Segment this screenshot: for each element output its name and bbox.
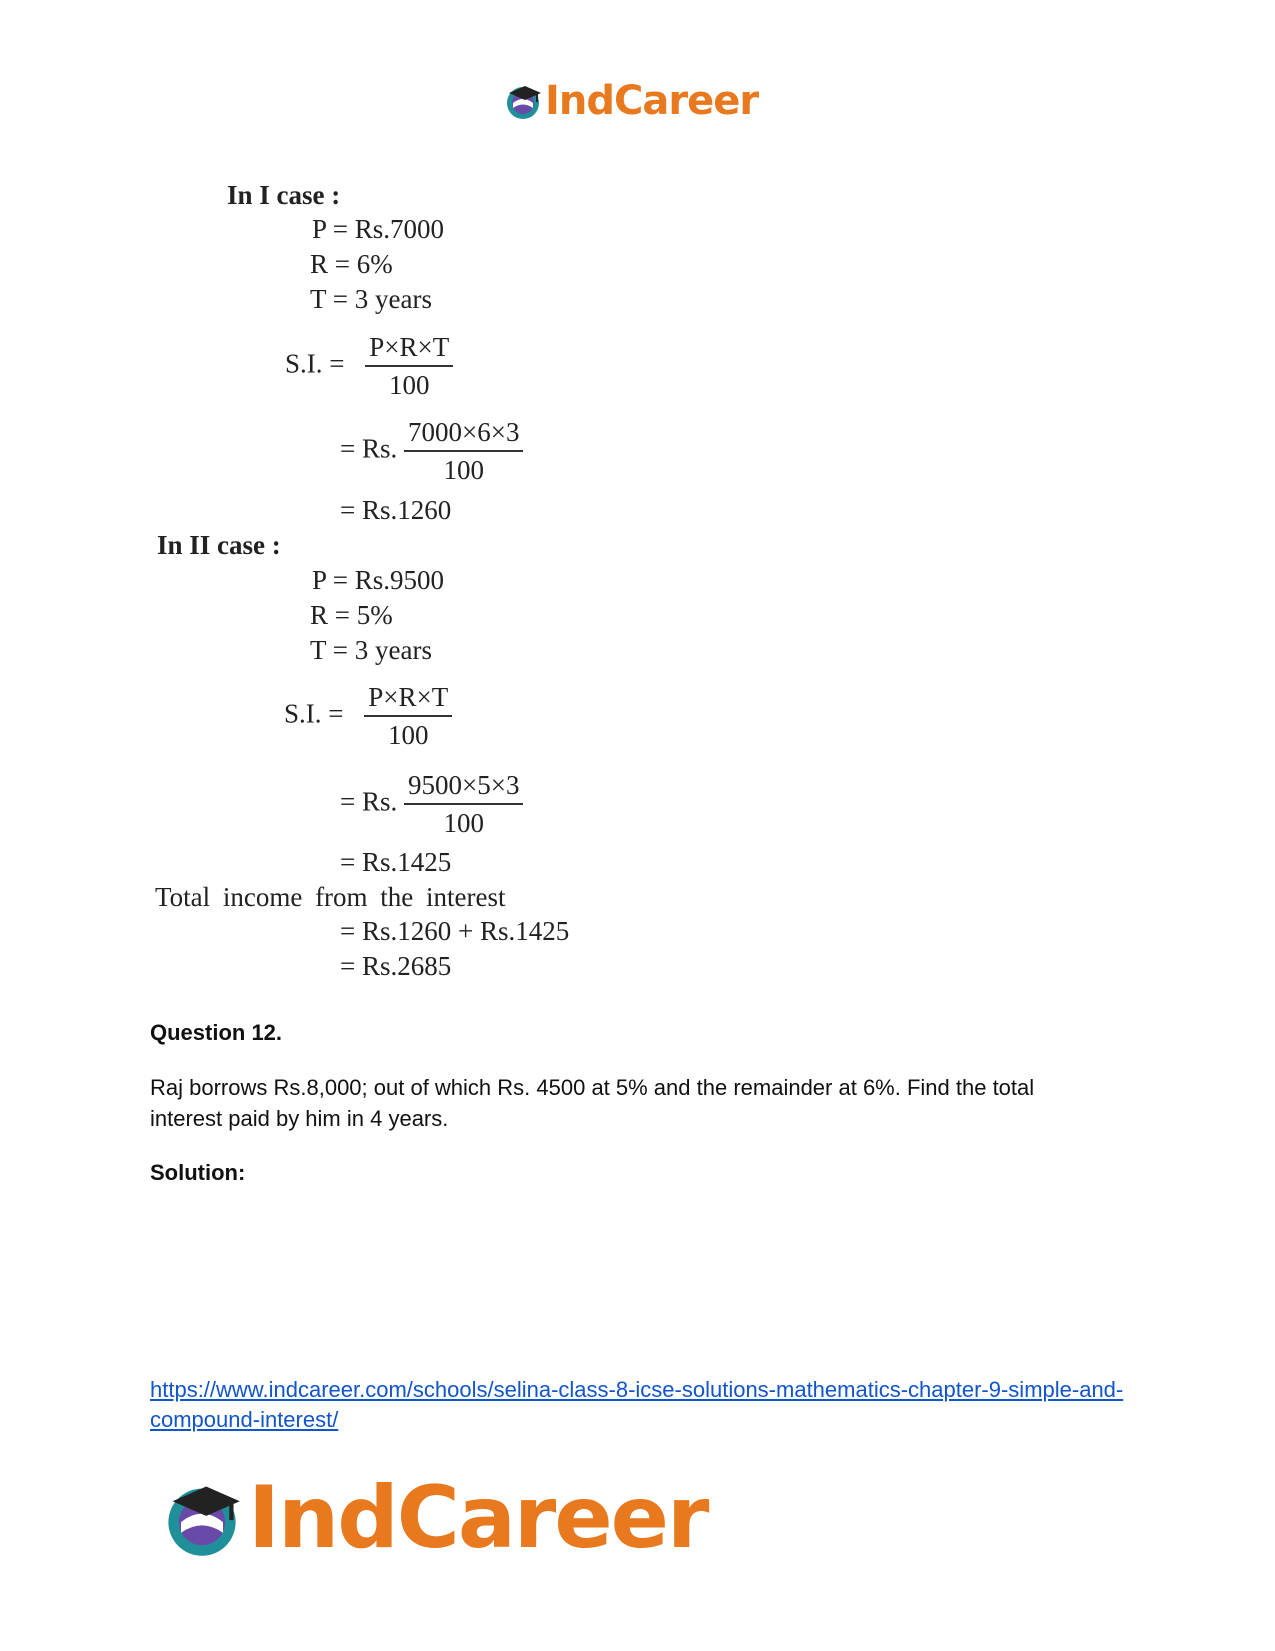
question-title: Question 12. (150, 1020, 283, 1045)
formula-denominator: 100 (387, 720, 429, 750)
case2-si-calc (340, 772, 523, 837)
case1-si-calc (340, 419, 523, 484)
total-sum: = Rs.1260 + Rs.1425 (340, 916, 570, 946)
calc-numerator: 9500×5×3 (404, 772, 523, 805)
calc-fraction (404, 772, 523, 837)
formula-numerator: P×R×T (364, 684, 452, 717)
footer-url-link[interactable]: https://www.indcareer.com/schools/selina-class-8-icse-solutions-mathematics-chapter-9-simple-and-compound-interest/ (150, 1377, 1124, 1432)
case2-result: = Rs.1425 (340, 847, 452, 877)
case2-heading: In II case : (157, 530, 281, 560)
case1-rate: R = 6% (310, 249, 393, 279)
calc-denominator: 100 (443, 455, 484, 485)
si-label: S.I. = (285, 348, 345, 379)
graduation-cap-globe-icon (160, 1476, 244, 1560)
total-label: Total income from the interest (155, 882, 506, 912)
case1-heading: In I case : (227, 180, 341, 210)
eq-prefix: = Rs. (340, 433, 398, 464)
formula-fraction (365, 334, 453, 399)
case1-principal: P = Rs.7000 (312, 214, 445, 244)
formula-denominator: 100 (388, 370, 430, 400)
case1-result: = Rs.1260 (340, 495, 452, 525)
total-result: = Rs.2685 (340, 951, 452, 981)
formula-numerator: P×R×T (365, 334, 453, 367)
case2-rate: R = 5% (310, 600, 393, 630)
calc-numerator: 7000×6×3 (404, 419, 523, 452)
si-label: S.I. = (284, 698, 344, 729)
formula-fraction (364, 684, 452, 749)
brand-logo-text: IndCareer (248, 1468, 708, 1568)
brand-logo-text: IndCareer (545, 78, 759, 124)
question-text: Raj borrows Rs.8,000; out of which Rs. 4500 at 5% and the remainder at 6%. Find the total interest paid by him in 4 years. (150, 1075, 1035, 1131)
brand-logo-top (503, 78, 758, 124)
case2-time: T = 3 years (310, 635, 432, 665)
case2-si-formula (284, 684, 452, 749)
solution-label: Solution: (150, 1160, 246, 1185)
graduation-cap-globe-icon (503, 81, 543, 121)
case1-si-formula (285, 334, 453, 399)
case1-time: T = 3 years (310, 284, 432, 314)
calc-fraction (404, 419, 523, 484)
brand-logo-bottom (160, 1468, 707, 1568)
calc-denominator: 100 (443, 808, 484, 838)
eq-prefix: = Rs. (340, 786, 398, 817)
case2-principal: P = Rs.9500 (312, 565, 445, 595)
